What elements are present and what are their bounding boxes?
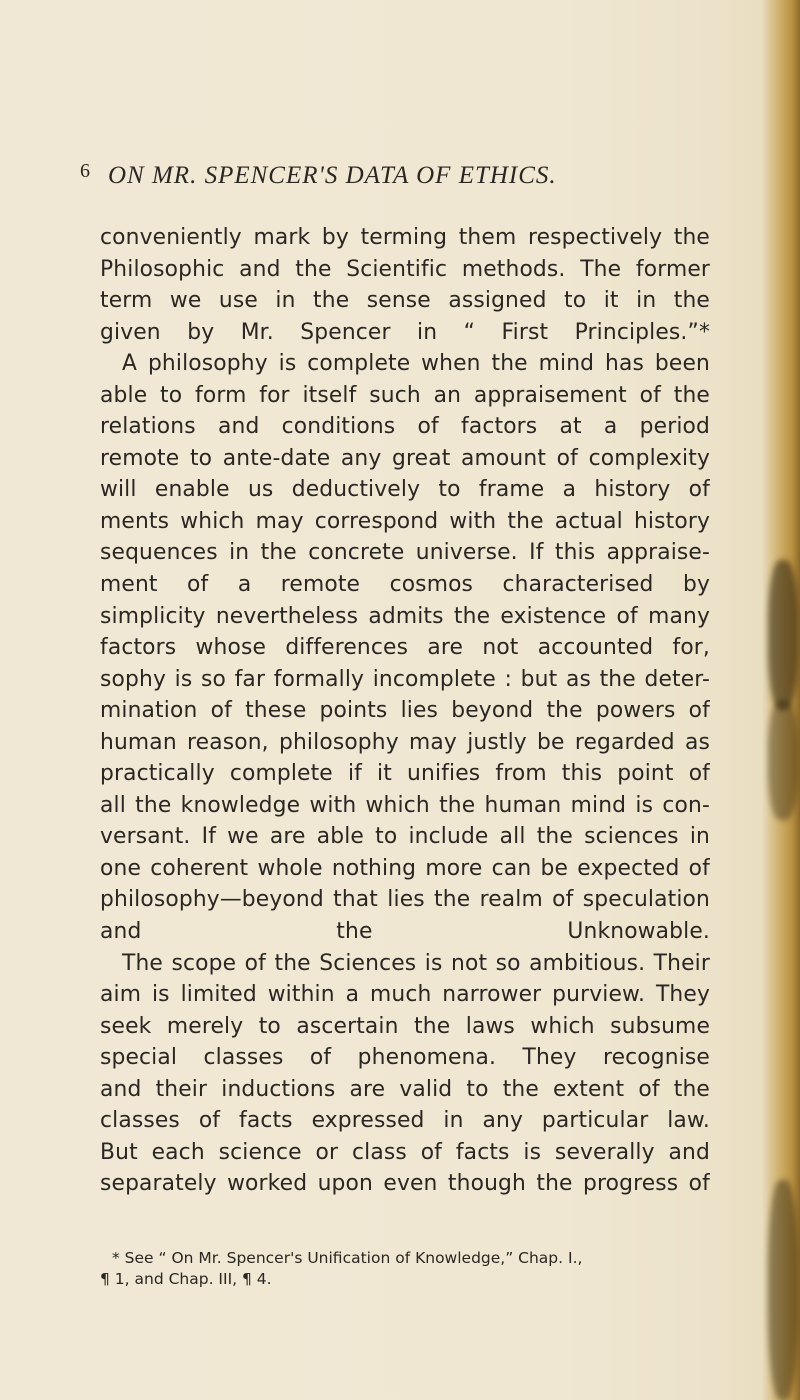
text-line: ment of a remote cosmos characterised by	[100, 572, 710, 598]
body-text	[100, 222, 710, 1200]
page-header	[80, 160, 720, 200]
running-head: ON MR. SPENCER'S DATA OF ETHICS.	[108, 162, 557, 189]
text-line: remote to ante-date any great amount of complexity	[100, 445, 710, 471]
text-line: A philosophy is complete when the mind has been	[122, 351, 710, 377]
text-line: aim is limited within a much narrower purview. They	[100, 982, 710, 1008]
text-line: simplicity nevertheless admits the existence of many	[100, 603, 710, 629]
text-line: separately worked upon even though the progress of	[100, 1171, 710, 1197]
text-line: and the Unknowable.	[100, 919, 710, 945]
text-line: able to form for itself such an appraisement of the	[100, 382, 710, 408]
text-line: ments which may correspond with the actual history	[100, 508, 710, 534]
text-line: special classes of phenomena. They recognise	[100, 1045, 710, 1071]
page-number: 6	[80, 160, 90, 182]
text-line: philosophy—beyond that lies the realm of speculation	[100, 887, 710, 913]
text-line: sophy is so far formally incomplete : but as the deter-	[100, 666, 710, 692]
text-line: But each science or class of facts is severally and	[100, 1139, 710, 1165]
text-line: factors whose differences are not accounted for,	[100, 635, 710, 661]
footnote	[100, 1248, 710, 1290]
page-edge-stain	[768, 560, 798, 710]
text-line: classes of facts expressed in any particular law.	[100, 1108, 710, 1134]
text-line: will enable us deductively to frame a history of	[100, 477, 710, 503]
text-line: seek merely to ascertain the laws which subsume	[100, 1013, 710, 1039]
text-line: relations and conditions of factors at a period	[100, 414, 710, 440]
text-line: and their inductions are valid to the extent of the	[100, 1076, 710, 1102]
text-line: all the knowledge with which the human mind is con-	[100, 792, 710, 818]
text-line: sequences in the concrete universe. If this appraise-	[100, 540, 710, 566]
text-line: practically complete if it unifies from this point of	[100, 761, 710, 787]
text-line: term we use in the sense assigned to it in the	[100, 288, 710, 314]
page-edge-stain	[768, 1180, 798, 1400]
text-line: human reason, philosophy may justly be regarded as	[100, 729, 710, 755]
text-line: The scope of the Sciences is not so ambitious. Their	[122, 950, 710, 976]
footnote-line: ¶ 1, and Chap. III, ¶ 4.	[100, 1270, 272, 1288]
text-line: given by Mr. Spencer in “ First Principles.”*	[100, 319, 710, 345]
text-line: conveniently mark by terming them respectively the	[100, 225, 710, 250]
page-edge-stain	[768, 700, 798, 820]
text-line: Philosophic and the Scientific methods. The former	[100, 256, 710, 282]
text-line: mination of these points lies beyond the powers of	[100, 698, 710, 724]
text-line: one coherent whole nothing more can be expected of	[100, 855, 710, 881]
footnote-line: * See “ On Mr. Spencer's Unification of Knowledge,” Chap. I.,	[112, 1249, 583, 1267]
text-line: versant. If we are able to include all the sciences in	[100, 824, 710, 850]
